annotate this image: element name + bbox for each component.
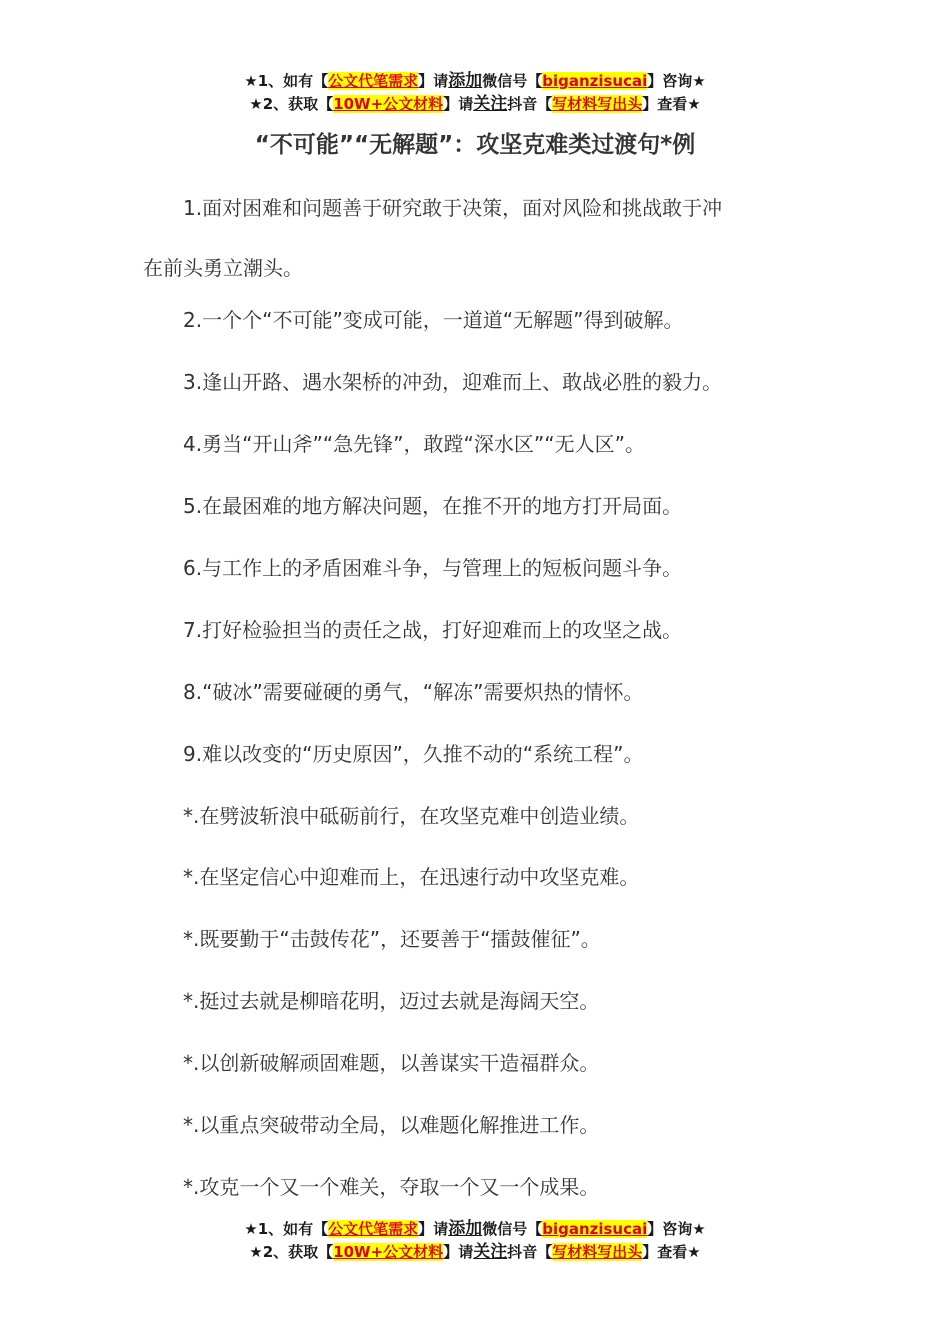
list-item: [143, 861, 813, 890]
item-text: 6.与工作上的矛盾困难斗争，与管理上的短板问题斗争。: [183, 556, 683, 580]
item-text-line-1: 1.面对困难和问题善于研究敢于决策，面对风险和挑战敢于冲: [183, 196, 723, 220]
list-item: [143, 178, 813, 298]
banner-text: 】咨询: [647, 1220, 693, 1238]
list-item: [143, 800, 813, 829]
list-item: [143, 366, 813, 395]
banner-line-2: [0, 1241, 950, 1264]
item-text: *.在坚定信心中迎难而上，在迅速行动中攻坚克难。: [183, 865, 640, 889]
item-text-line-2: 在前头勇立潮头。: [143, 256, 303, 280]
highlight-service: 公文代笔需求: [328, 1220, 419, 1238]
item-text: *.在劈波斩浪中砥砺前行，在攻坚克难中创造业绩。: [183, 804, 640, 828]
emphasis-follow: 关注: [473, 94, 508, 114]
banner-text: 微信号【: [482, 1220, 543, 1238]
banner-text: 】咨询: [647, 72, 693, 90]
highlight-materials: 10W+公文材料: [333, 1243, 444, 1261]
banner-text: 2、获取【: [262, 95, 334, 113]
list-item: [143, 738, 813, 767]
header-banner: [0, 70, 950, 116]
item-text: 7.打好检验担当的责任之战，打好迎难而上的攻坚之战。: [183, 618, 683, 642]
banner-text: 】查看: [642, 95, 688, 113]
list-item: [143, 676, 813, 705]
emphasis-add: 添加: [448, 71, 483, 91]
banner-text: 微信号【: [482, 72, 543, 90]
banner-text: 】请: [443, 1243, 474, 1261]
document-title: “不可能”“无解题”：攻坚克难类过渡句*例: [254, 132, 696, 158]
emphasis-add: 添加: [448, 1219, 483, 1239]
banner-text: 】请: [443, 95, 474, 113]
item-text: 2.一个个“不可能”变成可能，一道道“无解题”得到破解。: [183, 308, 684, 332]
highlight-douyin-account: 写材料写出头: [552, 1243, 643, 1261]
list-item: [143, 1109, 813, 1138]
banner-text: 】查看: [642, 1243, 688, 1261]
banner-text: 2、获取【: [262, 1243, 334, 1261]
highlight-materials: 10W+公文材料: [333, 95, 444, 113]
banner-text: 抖音【: [507, 95, 553, 113]
footer-banner: [0, 1218, 950, 1264]
star-icon: ★: [687, 95, 701, 113]
list-item: [143, 923, 813, 952]
star-icon: ★: [692, 72, 706, 90]
star-icon: ★: [244, 72, 258, 90]
banner-line-2: [0, 93, 950, 116]
highlight-douyin-account: 写材料写出头: [552, 95, 643, 113]
emphasis-follow: 关注: [473, 1242, 508, 1262]
list-item: [143, 1047, 813, 1076]
list-item: [143, 614, 813, 643]
list-item: [143, 985, 813, 1014]
item-text: 9.难以改变的“历史原因”，久推不动的“系统工程”。: [183, 742, 644, 766]
list-item: [143, 552, 813, 581]
highlight-wechat-id: biganzisucai: [542, 72, 648, 90]
item-text: *.以创新破解顽固难题，以善谋实干造福群众。: [183, 1051, 600, 1075]
star-icon: ★: [687, 1243, 701, 1261]
star-icon: ★: [249, 95, 263, 113]
item-text: *.攻克一个又一个难关，夺取一个又一个成果。: [183, 1175, 600, 1199]
banner-text: 】请: [418, 1220, 449, 1238]
item-text: *.以重点突破带动全局，以难题化解推进工作。: [183, 1113, 600, 1137]
banner-text: 1、如有【: [257, 72, 329, 90]
list-item: [143, 304, 813, 333]
banner-text: 抖音【: [507, 1243, 553, 1261]
item-text: 5.在最困难的地方解决问题，在推不开的地方打开局面。: [183, 494, 683, 518]
banner-text: 1、如有【: [257, 1220, 329, 1238]
banner-line-1: [0, 70, 950, 93]
item-text: 4.勇当“开山斧”“急先锋”，敢蹚“深水区”“无人区”。: [183, 432, 645, 456]
item-text: 8.“破冰”需要碰硬的勇气，“解冻”需要炽热的情怀。: [183, 680, 644, 704]
list-item: [143, 490, 813, 519]
item-text: *.既要勤于“击鼓传花”，还要善于“擂鼓催征”。: [183, 927, 601, 951]
item-text: 3.逢山开路、遇水架桥的冲劲，迎难而上、敢战必胜的毅力。: [183, 370, 723, 394]
highlight-wechat-id: biganzisucai: [542, 1220, 648, 1238]
list-item: [143, 1171, 813, 1200]
star-icon: ★: [249, 1243, 263, 1261]
banner-text: 】请: [418, 72, 449, 90]
list-item: [143, 428, 813, 457]
banner-line-1: [0, 1218, 950, 1241]
highlight-service: 公文代笔需求: [328, 72, 419, 90]
item-text: *.挺过去就是柳暗花明，迈过去就是海阔天空。: [183, 989, 600, 1013]
star-icon: ★: [692, 1220, 706, 1238]
star-icon: ★: [244, 1220, 258, 1238]
